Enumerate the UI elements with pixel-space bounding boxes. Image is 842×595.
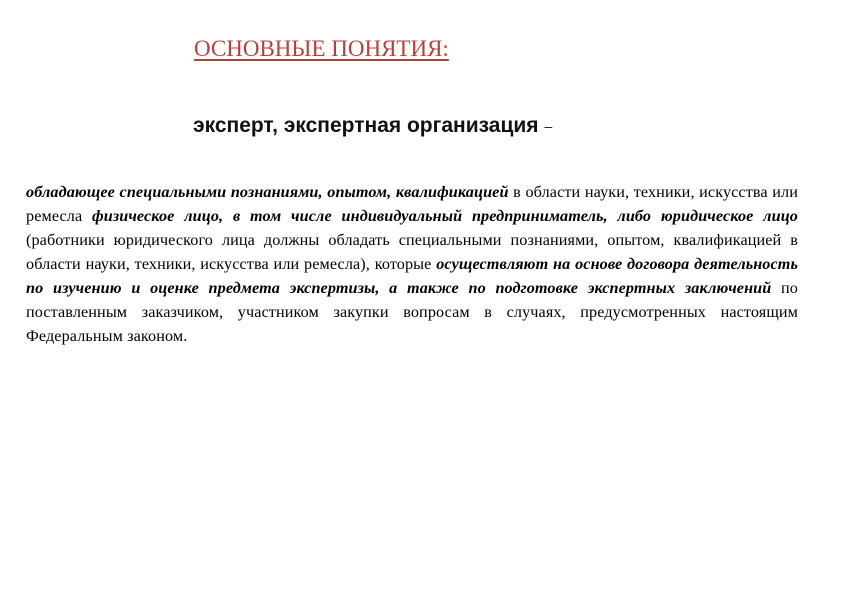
term-heading <box>193 112 552 140</box>
definition-part-1: обладающее специальными познаниями, опытом, квалификацией <box>26 183 509 201</box>
definition-part-2: в области науки, техники, искусства или ремесла <box>26 183 798 225</box>
definition-paragraph <box>26 180 798 348</box>
term-dash: – <box>544 118 553 134</box>
definition-part-5: осуществляют на основе договора деятельность по изучению и оценке предмета экспертизы, а также по подготовке экспертных заключений <box>26 255 798 297</box>
term-text: эксперт, экспертная организация <box>193 114 539 137</box>
definition-part-3: физическое лицо, в том числе индивидуальный предприниматель, либо юридическое лицо <box>92 207 798 225</box>
definition-part-6: по поставленным заказчиком, участником закупки вопросам в случаях, предусмотренных настоящим Федеральным законом. <box>26 279 799 345</box>
page-title: ОСНОВНЫЕ ПОНЯТИЯ: <box>194 36 449 61</box>
definition-part-4: (работники юридического лица должны обладать специальными познаниями, опытом, квалификацией в области науки, техники, искусства или ремесла), которые <box>26 231 798 273</box>
